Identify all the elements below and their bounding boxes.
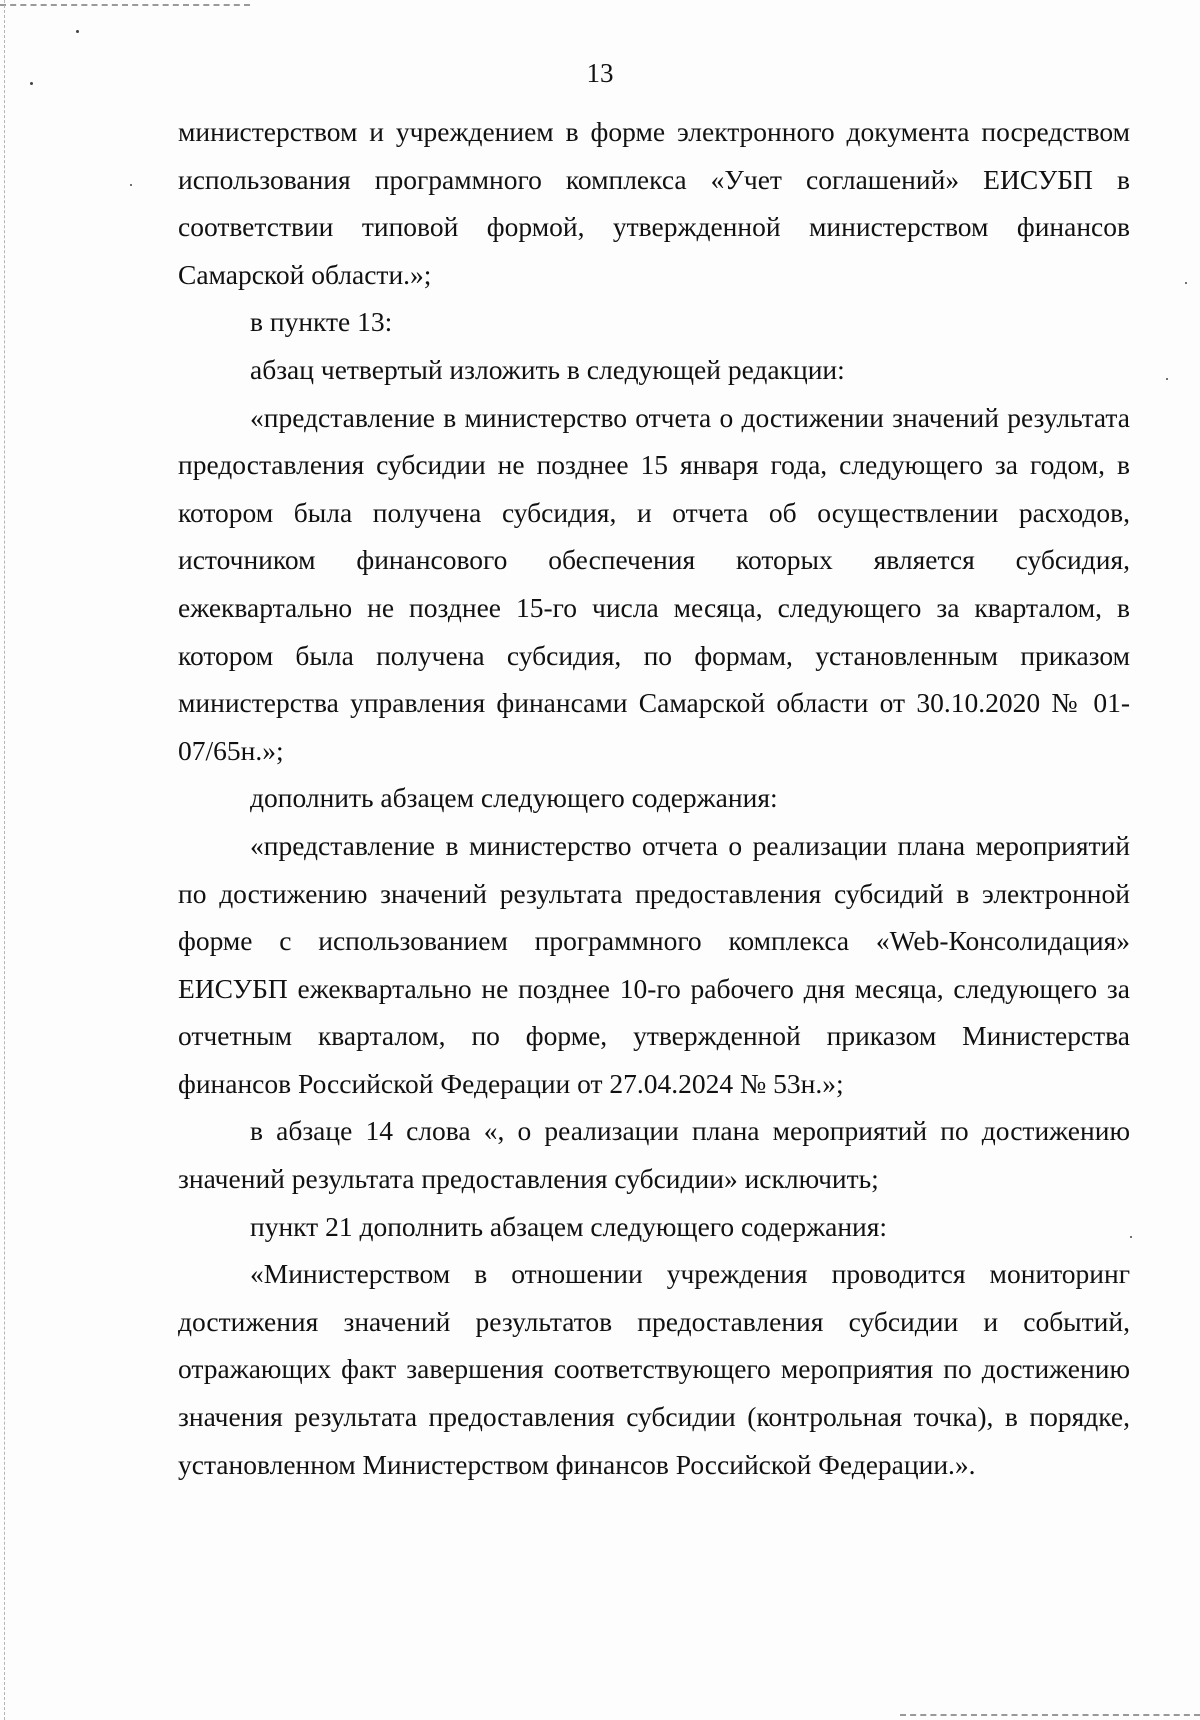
paragraph-point-21: пункт 21 дополнить абзацем следующего содержания: [250, 1210, 888, 1242]
scan-edge-top [0, 4, 250, 6]
scan-speck [1130, 1236, 1132, 1238]
scan-speck [130, 184, 132, 186]
scan-speck [1185, 282, 1187, 284]
document-body [178, 108, 1130, 1488]
page-number: 13 [586, 58, 614, 88]
paragraph-add-abzac: дополнить абзацем следующего содержания: [250, 782, 778, 814]
scan-speck [76, 30, 79, 33]
paragraph-monitoring: «Министерством в отношении учреждения проводится мониторинг достижения значений результатов предоставления субсидии и событий, отражающих факт завершения соответствующего мероприятия по достижению значения результата предоставления субсидии (контрольная точка), в порядке, установленном Министерством финансов Российской Федерации.». [178, 1258, 1130, 1480]
scan-edge-left [4, 0, 5, 1720]
scan-edge-bottom [900, 1714, 1200, 1716]
paragraph-report-submission: «представление в министерство отчета о достижении значений результата предоставления субсидии не позднее 15 января года, следующего за годом, в котором была получена субсидия, и отчета об осуществлении расходов, источником финансового обеспечения которых является субсидия, ежеквартально не позднее 15-го числа месяца, следующего за кварталом, в котором была получена субсидия, по формам, установленным приказом министерства управления финансами Самарской области от 30.10.2020 № 01-07/65н.»; [178, 401, 1130, 766]
paragraph-abzac-14: в абзаце 14 слова «, о реализации плана мероприятий по достижению значений результата предоставления субсидии» исключить; [178, 1115, 1130, 1195]
scan-speck [1166, 378, 1168, 380]
paragraph-plan-report: «представление в министерство отчета о реализации плана мероприятий по достижению значений результата предоставления субсидий в электронной форме с использованием программного комплекса «Web-Консолидация» ЕИСУБП ежеквартально не позднее 10-го рабочего дня месяца, следующего за отчетным кварталом, по форме, утвержденной приказом Министерства финансов Российской Федерации от 27.04.2024 № 53н.»; [178, 829, 1130, 1099]
paragraph-continuation: министерством и учреждением в форме электронного документа посредством использования программного комплекса «Учет соглашений» ЕИСУБП в соответствии типовой формой, утвержденной министерством финансов Самарской области.»; [178, 116, 1130, 290]
paragraph-point-13: в пункте 13: [250, 306, 393, 338]
paragraph-fourth-abzac: абзац четвертый изложить в следующей редакции: [250, 353, 845, 385]
